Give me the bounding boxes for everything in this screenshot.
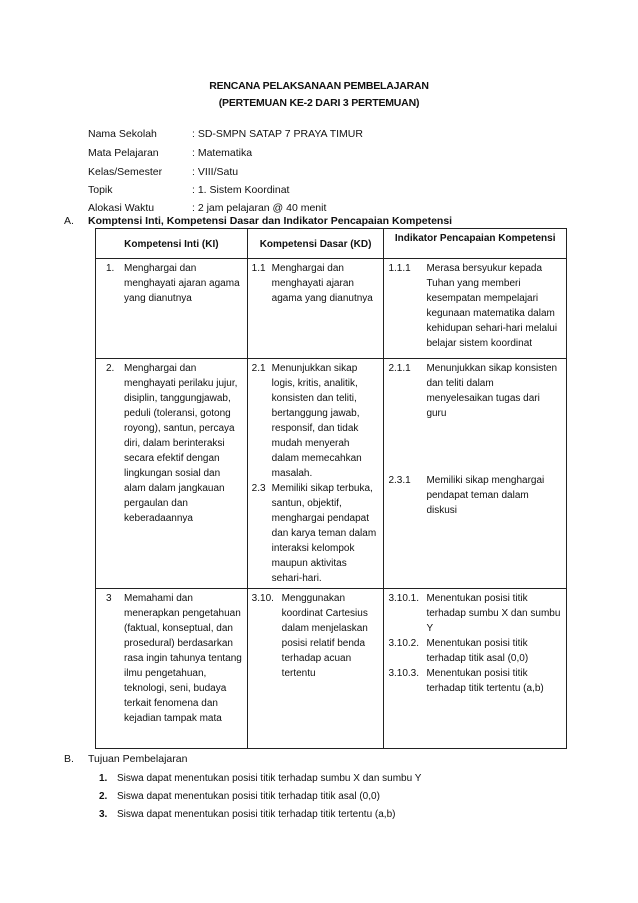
list-item xyxy=(99,788,421,806)
header-ki: Kompetensi Inti (KI) xyxy=(96,229,248,259)
meta-row-time xyxy=(88,202,326,214)
ki-text: Memahami dan menerapkan pengetahuan (faktual, konseptual, dan prosedural) berdasarkan rasa ingin tahunya tentang ilmu pengetahuan, teknologi, seni, budaya terkait fenomena dan kejadian tampak mata xyxy=(124,593,242,724)
kd-number: 2.1 xyxy=(251,363,266,374)
ki-text: Menghargai dan menghayati perilaku jujur, disiplin, tanggungjawab, peduli (toleransi, gotong royong), santun, percaya diri, dalam berinteraksi secara efektif dengan lingkungan sosial dan alam dalam jangkauan pergaulan dan keberadaannya xyxy=(124,363,238,524)
kd-text: Menggunakan koordinat Cartesius dalam menjelaskan posisi relatif benda terhadap acuan tertentu xyxy=(281,593,368,679)
indicator-text: Menentukan posisi titik terhadap titik asal (0,0) xyxy=(426,638,529,664)
indicator-cell xyxy=(384,359,567,589)
indicator-number: 3.10.2. xyxy=(388,638,420,649)
indicator-number: 3.10.3. xyxy=(388,668,420,679)
competency-table xyxy=(95,228,567,749)
ki-cell xyxy=(96,359,248,589)
meta-value: : SD-SMPN SATAP 7 PRAYA TIMUR xyxy=(192,128,363,140)
meta-row-subject xyxy=(88,147,252,159)
kd-cell xyxy=(247,589,384,749)
meta-key: Kelas/Semester xyxy=(88,166,163,178)
meta-key: Alokasi Waktu xyxy=(88,202,155,214)
kd-cell xyxy=(247,259,384,359)
kd-text: Menghargai dan menghayati ajaran agama yang dianutnya xyxy=(271,263,373,304)
kd-number: 3.10. xyxy=(251,593,274,604)
kd-number: 1.1 xyxy=(251,263,266,274)
goal-text: Siswa dapat menentukan posisi titik terhadap sumbu X dan sumbu Y xyxy=(117,773,422,784)
document-title: RENCANA PELAKSANAAN PEMBELAJARAN xyxy=(209,80,429,92)
ki-number: 2. xyxy=(106,363,115,374)
meta-key: Topik xyxy=(88,184,113,196)
kd-number: 2.3 xyxy=(251,483,266,494)
indicator-text: Menentukan posisi titik terhadap titik tertentu (a,b) xyxy=(426,668,544,694)
indicator-text: Menentukan posisi titik terhadap sumbu X dan sumbu Y xyxy=(426,593,561,634)
header-indicator: Indikator Pencapaian Kompetensi xyxy=(384,229,567,259)
kd-text: Menunjukkan sikap logis, kritis, analitik, konsisten dan teliti, bertanggung jawab, responsif, dan tidak mudah menyerah dalam memecahkan masalah. xyxy=(271,363,362,479)
table-header-row xyxy=(96,229,567,259)
kd-text: Memiliki sikap terbuka, santun, objektif, menghargai pendapat dan karya teman dalam interaksi kelompok maupun aktivitas sehari-hari. xyxy=(271,483,377,584)
meta-key: Mata Pelajaran xyxy=(88,147,159,159)
meta-row-school xyxy=(88,128,363,140)
section-a-title: Komptensi Inti, Kompetensi Dasar dan Indikator Pencapaian Kompetensi xyxy=(88,215,453,227)
goal-text: Siswa dapat menentukan posisi titik terhadap titik tertentu (a,b) xyxy=(117,809,396,820)
ki-cell xyxy=(96,589,248,749)
indicator-text: Memiliki sikap menghargai pendapat teman dalam diskusi xyxy=(426,475,545,516)
table-row xyxy=(96,589,567,749)
section-b-letter: B. xyxy=(64,753,74,765)
indicator-text: Menunjukkan sikap konsisten dan teliti dalam menyelesaikan tugas dari guru xyxy=(426,363,558,419)
table-row xyxy=(96,359,567,589)
indicator-cell xyxy=(384,259,567,359)
meta-value: : VIII/Satu xyxy=(192,166,239,178)
goal-number: 3. xyxy=(99,809,108,820)
table-row xyxy=(96,259,567,359)
meta-value: : 2 jam pelajaran @ 40 menit xyxy=(192,202,327,214)
goal-number: 2. xyxy=(99,791,108,802)
header-kd: Kompetensi Dasar (KD) xyxy=(247,229,384,259)
document-subtitle: (PERTEMUAN KE-2 DARI 3 PERTEMUAN) xyxy=(218,97,420,109)
meta-row-class xyxy=(88,166,238,178)
kd-cell xyxy=(247,359,384,589)
indicator-number: 1.1.1 xyxy=(388,263,411,274)
indicator-number: 2.3.1 xyxy=(388,475,411,486)
goal-number: 1. xyxy=(99,773,108,784)
indicator-text: Merasa bersyukur kepada Tuhan yang memberi kesempatan mempelajari kegunaan matematika dalam kehidupan sehari-hari melalui belajar sistem koordinat xyxy=(426,263,558,349)
meta-value: : Matematika xyxy=(192,147,253,159)
indicator-number: 2.1.1 xyxy=(388,363,411,374)
ki-cell xyxy=(96,259,248,359)
list-item xyxy=(99,806,421,824)
ki-number: 1. xyxy=(106,263,115,274)
section-b-title: Tujuan Pembelajaran xyxy=(88,753,188,765)
list-item xyxy=(99,770,421,788)
meta-row-topic xyxy=(88,184,289,196)
ki-text: Menghargai dan menghayati ajaran agama yang dianutnya xyxy=(124,263,240,304)
goal-text: Siswa dapat menentukan posisi titik terhadap titik asal (0,0) xyxy=(117,791,380,802)
indicator-cell xyxy=(384,589,567,749)
section-a-letter: A. xyxy=(64,215,74,227)
meta-key: Nama Sekolah xyxy=(88,128,157,140)
indicator-number: 3.10.1. xyxy=(388,593,420,604)
goal-list xyxy=(99,770,421,824)
ki-number: 3 xyxy=(106,593,112,604)
meta-value: : 1. Sistem Koordinat xyxy=(192,184,290,196)
